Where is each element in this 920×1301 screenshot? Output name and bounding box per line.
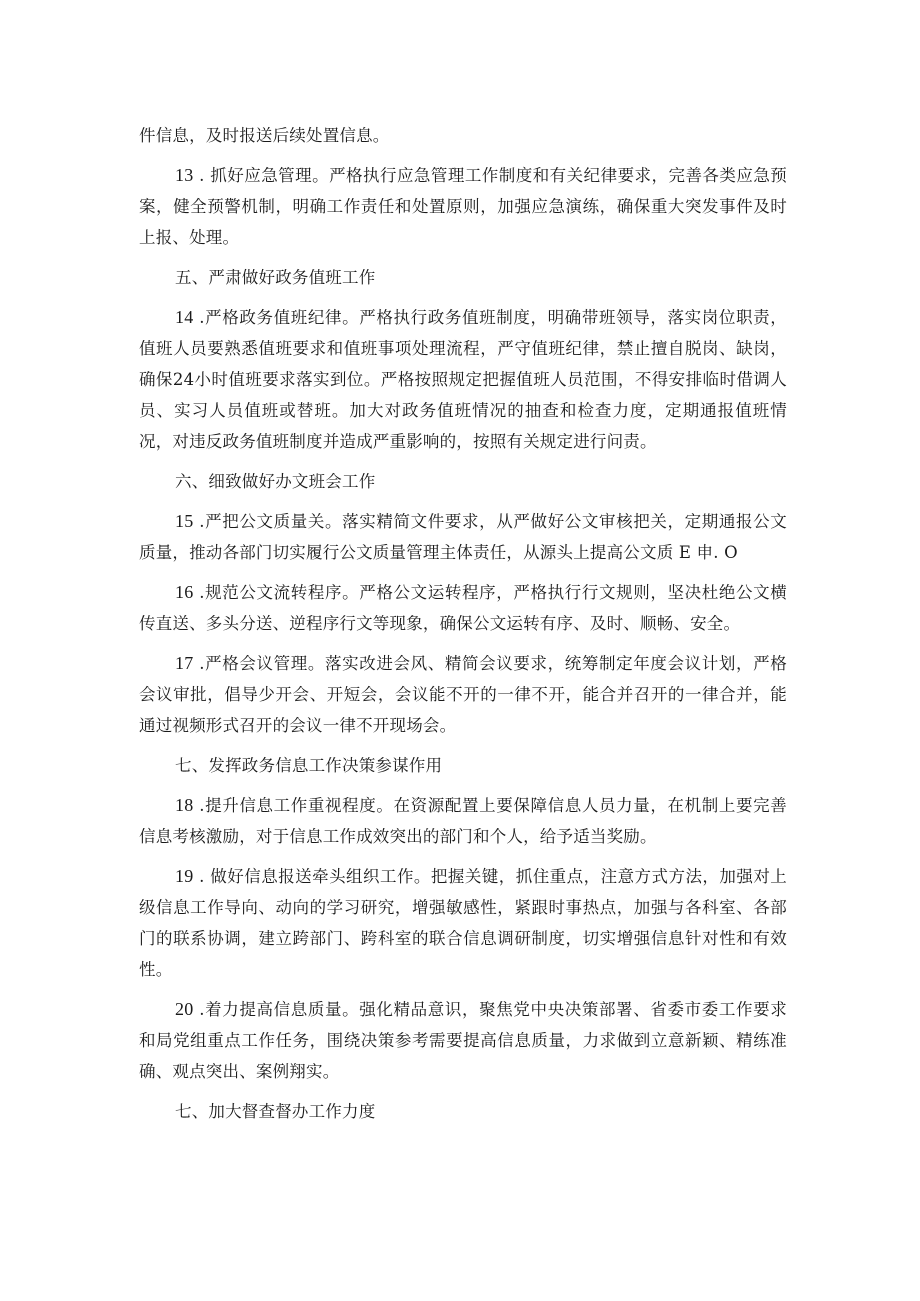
heading-text: 五、严肃做好政务值班工作 xyxy=(175,268,376,287)
paragraph-text: . 抓好应急管理。严格执行应急管理工作制度和有关纪律要求，完善各类应急预案，健全预警机制，明确工作责任和处置原则，加强应急演练，确保重大突发事件及时上报、处理。 xyxy=(139,166,787,247)
paragraph-text: .着力提高信息质量。强化精品意识，聚焦党中央决策部署、省委市委工作要求和局党组重点工作任务，围绕决策参考需要提高信息质量，力求做到立意新颖、精练准确、观点突出、案例翔实。 xyxy=(139,1000,787,1081)
item-number: 14 xyxy=(175,307,194,327)
section-heading-7b xyxy=(139,1096,787,1127)
paragraph-text: .严格会议管理。落实改进会风、精简会议要求，统筹制定年度会议计划，严格会议审批，倡导少开会、开短会，会议能不开的一律不开，能合并召开的一律合并，能通过视频形式召开的会议一律不开现场会。 xyxy=(139,654,787,735)
section-heading-6 xyxy=(139,466,787,497)
item-number: 13 xyxy=(175,165,194,185)
paragraph-19 xyxy=(139,861,787,985)
paragraph-text: .严把公文质量关。落实精简文件要求，从严做好公文审核把关，定期通报公文质量，推动各部门切实履行公文质量管理主体责任，从源头上提高公文质 E 申. O xyxy=(139,512,787,562)
paragraph-text: . 做好信息报送牵头组织工作。把握关键，抓住重点，注意方式方法，加强对上级信息工作导向、动向的学习研究，增强敏感性，紧跟时事热点，加强与各科室、各部门的联系协调，建立跨部门、跨科室的联合信息调研制度，切实增强信息针对性和有效性。 xyxy=(139,867,787,979)
paragraph-14 xyxy=(139,302,787,457)
section-heading-7a xyxy=(139,750,787,781)
item-number: 19 xyxy=(175,866,194,886)
paragraph-18 xyxy=(139,790,787,852)
section-heading-5 xyxy=(139,262,787,293)
item-number: 15 xyxy=(175,511,194,531)
paragraph-13 xyxy=(139,160,787,253)
item-number: 16 xyxy=(175,582,194,602)
heading-text: 七、发挥政务信息工作决策参谋作用 xyxy=(175,756,443,775)
paragraph-text: .提升信息工作重视程度。在资源配置上要保障信息人员力量，在机制上要完善信息考核激励，对于信息工作成效突出的部门和个人，给予适当奖励。 xyxy=(139,796,787,846)
paragraph-20 xyxy=(139,994,787,1087)
heading-text: 七、加大督查督办工作力度 xyxy=(175,1102,376,1121)
paragraph-15 xyxy=(139,506,787,568)
paragraph-16 xyxy=(139,577,787,639)
item-number: 17 xyxy=(175,653,194,673)
item-number: 18 xyxy=(175,795,194,815)
paragraph-text: .严格政务值班纪律。严格执行政务值班制度，明确带班领导，落实岗位职责，值班人员要熟悉值班要求和值班事项处理流程，严守值班纪律，禁止擅自脱岗、缺岗，确保24小时值班要求落实到位。严格按照规定把握值班人员范围，不得安排临时借调人员、实习人员值班或替班。加大对政务值班情况的抽查和检查力度，定期通报值班情况，对违反政务值班制度并造成严重影响的，按照有关规定进行问责。 xyxy=(139,308,787,451)
paragraph-17 xyxy=(139,648,787,741)
item-number: 20 xyxy=(175,999,194,1019)
paragraph-text: 件信息，及时报送后续处置信息。 xyxy=(139,126,390,145)
paragraph-text: .规范公文流转程序。严格公文运转程序，严格执行行文规则，坚决杜绝公文横传直送、多头分送、逆程序行文等现象，确保公文运转有序、及时、顺畅、安全。 xyxy=(139,583,787,633)
paragraph-1 xyxy=(139,120,787,151)
document-page xyxy=(139,120,787,1136)
heading-text: 六、细致做好办文班会工作 xyxy=(175,472,376,491)
